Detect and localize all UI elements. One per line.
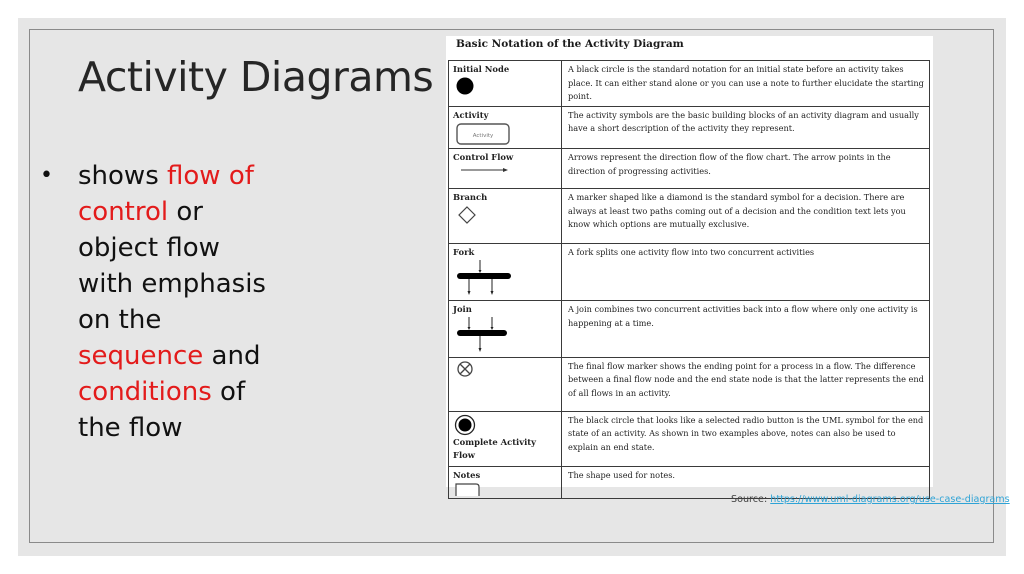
symbol-cell: [449, 411, 562, 466]
symbol-cell: [449, 357, 562, 411]
table-row: [449, 106, 930, 149]
bullet-item: [38, 158, 278, 446]
arrow-right-icon: [453, 165, 513, 175]
bullet-text-segment: of the flow: [78, 377, 246, 443]
source-citation: [731, 494, 1010, 505]
highlight-sequence: sequence: [78, 341, 204, 371]
description-cell: The black circle that looks like a selected radio button is the UML symbol for the end state of an activity. As shown in two examples above, notes can also be used to explain an end state.: [562, 411, 930, 466]
symbol-label: Complete Activity Flow: [453, 436, 537, 460]
circle-x-icon: [453, 360, 483, 380]
join-bar-icon: [453, 317, 523, 355]
source-label: Source:: [731, 494, 771, 505]
symbol-label: Initial Node: [453, 64, 510, 74]
bullet-text-segment: or object flow with emphasis on the: [78, 197, 266, 335]
symbol-cell: [449, 301, 562, 358]
note-shape-icon: [453, 482, 483, 496]
table-row: [449, 301, 930, 358]
slide-title: Activity Diagrams: [78, 53, 434, 101]
table-row: [449, 411, 930, 466]
symbol-label: Branch: [453, 192, 488, 202]
rounded-rectangle-icon: [453, 122, 513, 146]
diamond-icon: [453, 205, 483, 225]
symbol-label: Notes: [453, 469, 481, 480]
fork-bar-icon: [453, 260, 523, 298]
symbol-label: Fork: [453, 247, 475, 257]
notation-table-image: [446, 36, 933, 487]
highlight-flow-of-control: flow of control: [78, 161, 254, 227]
bullet-text-segment: shows: [78, 161, 168, 191]
table-row: [449, 61, 930, 107]
symbol-cell: [449, 244, 562, 301]
table-row: [449, 244, 930, 301]
symbol-cell: [449, 149, 562, 189]
bullet-text-segment: and: [203, 341, 261, 371]
description-cell: A marker shaped like a diamond is the standard symbol for a decision. There are always at least two paths coming out of a decision and the condition text lets you know which options are mutually exclusive.: [562, 189, 930, 244]
symbol-cell: [449, 466, 562, 499]
description-cell: A black circle is the standard notation for an initial state before an activity takes place. It can either stand alone or you can use a note to further elucidate the starting point.: [562, 61, 930, 107]
source-link[interactable]: https://www.uml-diagrams.org/use-case-diagrams: [770, 494, 1010, 505]
symbol-cell: [449, 106, 562, 149]
description-cell: A join combines two concurrent activities back into a flow where only one activity is happening at a time.: [562, 301, 930, 358]
description-cell: A fork splits one activity flow into two concurrent activities: [562, 244, 930, 301]
symbol-label: Join: [453, 304, 472, 314]
bullet-icon: •: [40, 163, 53, 188]
symbol-label: Control Flow: [453, 152, 514, 162]
symbol-cell: [449, 61, 562, 107]
bullseye-icon: [453, 414, 483, 436]
table-row: [449, 149, 930, 189]
filled-circle-icon: [453, 77, 483, 95]
bullet-list: [38, 158, 278, 446]
description-cell: The activity symbols are the basic building blocks of an activity diagram and usually have a short description of the activity they represent.: [562, 106, 930, 149]
highlight-conditions: conditions: [78, 377, 212, 407]
table-row: [449, 189, 930, 244]
table-row: [449, 357, 930, 411]
svg-text:Activity: Activity: [472, 133, 494, 139]
description-cell: Arrows represent the direction flow of the flow chart. The arrow points in the direction of progressing activities.: [562, 149, 930, 189]
notation-table: [448, 60, 930, 499]
symbol-cell: [449, 189, 562, 244]
description-cell: The final flow marker shows the ending point for a process in a flow. The difference between a final flow node and the end state node is that the latter represents the end of all flows in an activity.: [562, 357, 930, 411]
symbol-label: Activity: [453, 109, 489, 120]
table-caption: Basic Notation of the Activity Diagram: [456, 38, 684, 50]
description-cell: The shape used for notes.: [562, 466, 930, 499]
